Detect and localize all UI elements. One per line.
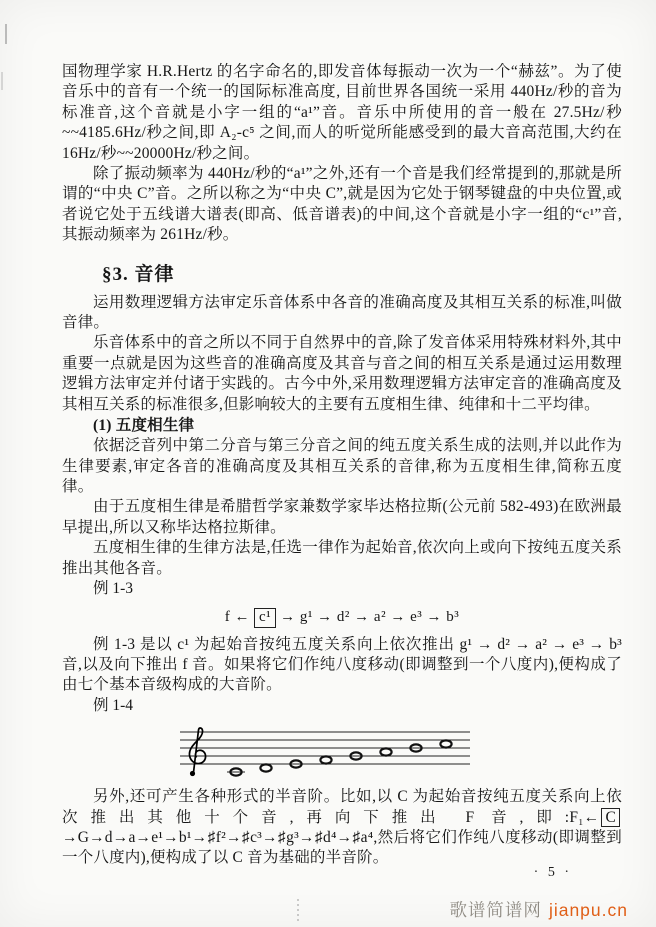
chromatic-text-pre: 另外,还可产生各种形式的半音阶。比如,以 C 为起始音按纯五度关系向上依次推出其他十个音,再向下推出 F 音,即:F₁←: [62, 788, 622, 826]
sub-heading-fifths-temperament: (1) 五度相生律: [93, 417, 195, 435]
section-heading-temperament: §3. 音律: [102, 263, 175, 285]
chromatic-text-post: →G→d→a→e¹→b¹→♯f²→♯c³→♯g³→♯d⁴→♯a⁴,然后将它们作纯八度移动(即调整到一个八度内),便构成了以 C 音为基础的半音阶。: [62, 829, 622, 867]
whole-note-a1: [380, 749, 391, 756]
staff-notes: [227, 741, 452, 776]
paragraph-example-1-3-explanation: 例 1-3 是以 c¹ 为起始音按纯五度关系向上依次推出 g¹ → d² → a² → e³ → b³ 音,以及向下推出 f 音。如果将它们作纯八度移动(即调整到一个八度内),便构成了由七个基本音级构成的大音阶。: [62, 635, 622, 694]
treble-clef-icon: [189, 728, 205, 776]
scan-artifact: [5, 24, 7, 44]
whole-note-c2: [440, 741, 451, 748]
paragraph-hertz-standard-pitch: 国物理学家 H.R.Hertz 的名字命名的,即发音体每振动一次为一个“赫兹”。为了使音乐中的音有一个统一的国际标准高度, 目前世界各国统一采用 440Hz/秒的音为标准音,这个音就是小字一组的“a¹”音。音乐中所使用的音一般在 27.5Hz/秒~~4185.6Hz/秒之间,即 A₂-c⁵ 之间,而人的听觉所能感受到的最大音高范围,大约在 16Hz/秒~~20000Hz/秒之间。: [62, 63, 622, 162]
formula-start-note-boxed: c¹: [254, 608, 276, 627]
page-content: [62, 62, 622, 869]
paragraph-fifths-method: 五度相生律的生律方法是,任选一律作为起始音,依次向上或向下按纯五度关系推出其他各音。: [62, 539, 622, 577]
watermark: [449, 897, 628, 922]
formula-sequence: → g¹ → d² → a² → e³ → b³: [280, 609, 460, 626]
example-1-3-label: 例 1-3: [93, 579, 134, 597]
scan-artifact: [297, 899, 299, 923]
music-staff-example: [172, 724, 622, 782]
staff-svg: [172, 724, 472, 782]
example-1-4-label: 例 1-4: [93, 696, 134, 714]
whole-note-f1: [320, 757, 331, 764]
formula-fifths-series: [62, 608, 622, 627]
watermark-site-url: jianpu.cn: [548, 900, 628, 920]
staff-lines: [180, 732, 470, 764]
paragraph-temperament-definition: 运用数理逻辑方法审定乐音体系中各音的准确高度及其相互关系的标准,叫做音律。: [62, 293, 622, 332]
whole-note-d1: [260, 765, 271, 772]
paragraph-fifths-definition: 依据泛音列中第二分音与第三分音之间的纯五度关系生成的法则,并以此作为生律要素,审定各音的准确高度及其相互关系的音律,称为五度相生律,简称五度律。: [62, 437, 622, 495]
scan-artifact: [1, 72, 3, 90]
paragraph-chromatic-scale: [62, 787, 622, 869]
page-number: · 5 ·: [533, 865, 572, 880]
paragraph-pythagoras: 由于五度相生律是希腊哲学家兼数学家毕达格拉斯(公元前 582-493)在欧洲最早提出,所以又称毕达格拉斯律。: [62, 498, 622, 536]
formula-prefix: f ←: [224, 609, 251, 626]
watermark-site-name: 歌谱简谱网: [449, 900, 542, 920]
paragraph-middle-c: 除了振动频率为 440Hz/秒的“a¹”之外,还有一个音是我们经常提到的,那就是所谓的“中央 C”音。之所以称之为“中央 C”,就是因为它处于钢琴键盘的中央位置,或者说它处于五线谱大谱表(即高、低音谱表)的中间,这个音就是小字一组的“c¹”音,其振动频率为 261Hz/秒。: [62, 165, 622, 244]
paragraph-musical-system: 乐音体系中的音之所以不同于自然界中的音,除了发音体采用特殊材料外,其中重要一点就是因为这些音的准确高度及其音与音之间的相互关系是通过运用数理逻辑方法审定并付诸于实践的。古今中外,采用数理逻辑方法审定音的准确高度及其相互关系的标准很多,但影响较大的主要有五度相生律、纯律和十二平均律。: [62, 334, 622, 413]
chromatic-start-note-boxed: C: [601, 808, 620, 827]
